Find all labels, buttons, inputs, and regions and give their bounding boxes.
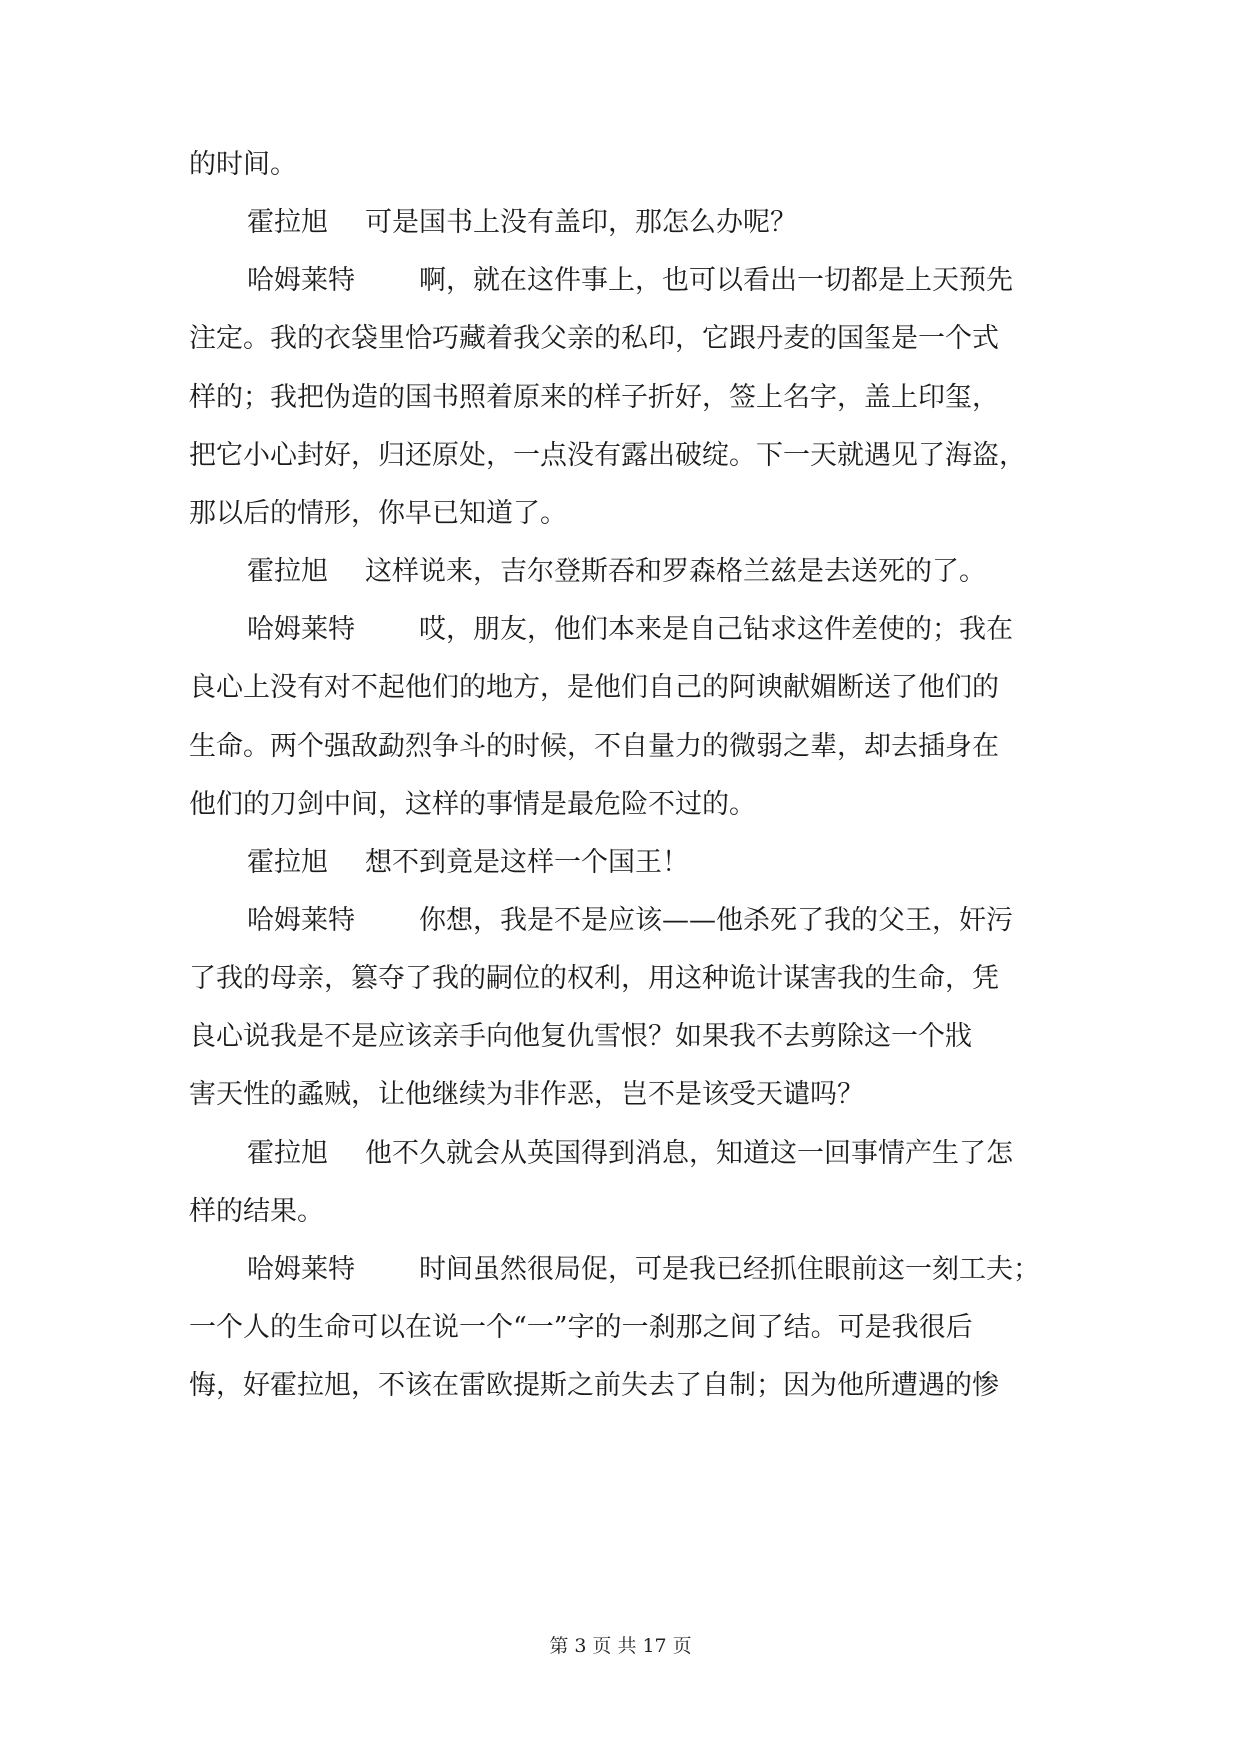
speaker-name: 霍拉旭 bbox=[247, 207, 328, 239]
speaker-name: 霍拉旭 bbox=[247, 846, 328, 878]
line-text: 时间虽然很局促，可是我已经抓住眼前这一刻工夫； bbox=[419, 1253, 1040, 1285]
text-line bbox=[189, 1308, 1069, 1348]
dialogue-line bbox=[247, 1134, 1127, 1174]
line-text: 啊，就在这件事上，也可以看出一切都是上天预先 bbox=[419, 265, 1013, 297]
line-text: 他们的刀剑中间，这样的事情是最危险不过的。 bbox=[189, 788, 756, 820]
line-text: 想不到竟是这样一个国王！ bbox=[365, 846, 689, 878]
line-text: 注定。我的衣袋里恰巧藏着我父亲的私印，它跟丹麦的国玺是一个式 bbox=[189, 323, 999, 355]
dialogue-line bbox=[247, 1250, 1127, 1290]
page-footer bbox=[0, 1633, 1241, 1659]
line-text: 那以后的情形，你早已知道了。 bbox=[189, 497, 567, 529]
dialogue-line bbox=[247, 203, 1127, 243]
line-text: 一个人的生命可以在说一个“一”字的一刹那之间了结。可是我很后 bbox=[189, 1312, 973, 1343]
line-text: 害天性的蟊贼，让他继续为非作恶，岂不是该受天谴吗？ bbox=[189, 1079, 864, 1111]
text-line bbox=[189, 785, 1069, 825]
text-line bbox=[189, 1017, 1069, 1057]
line-text: 这样说来，吉尔登斯吞和罗森格兰兹是去送死的了。 bbox=[365, 556, 986, 588]
line-text: 哎，朋友，他们本来是自己钻求这件差使的；我在 bbox=[419, 614, 1013, 646]
text-line bbox=[189, 668, 1069, 708]
text-line bbox=[189, 959, 1069, 999]
footer-middle: 页 共 bbox=[592, 1635, 637, 1657]
dialogue-line bbox=[247, 610, 1127, 650]
line-text: 你想，我是不是应该——他杀死了我的父王，奸污 bbox=[419, 904, 1013, 936]
dialogue-line bbox=[247, 843, 1127, 883]
line-text: 把它小心封好，归还原处，一点没有露出破绽。下一天就遇见了海盗， bbox=[189, 439, 1026, 471]
speaker-name: 霍拉旭 bbox=[247, 556, 328, 588]
text-line bbox=[189, 436, 1069, 476]
text-line bbox=[189, 727, 1069, 767]
footer-suffix: 页 bbox=[672, 1635, 692, 1657]
dialogue-line bbox=[247, 901, 1127, 941]
footer-prefix: 第 bbox=[549, 1635, 569, 1657]
line-text: 了我的母亲，篡夺了我的嗣位的权利，用这种诡计谋害我的生命，凭 bbox=[189, 963, 999, 995]
line-text: 良心说我是不是应该亲手向他复仇雪恨？如果我不去剪除这一个戕 bbox=[189, 1021, 972, 1053]
line-text: 他不久就会从英国得到消息，知道这一回事情产生了怎 bbox=[365, 1137, 1013, 1169]
line-text: 的时间。 bbox=[189, 149, 297, 180]
speaker-name: 哈姆莱特 bbox=[247, 904, 355, 936]
text-line bbox=[189, 145, 1069, 185]
speaker-name: 霍拉旭 bbox=[247, 1137, 328, 1169]
text-line bbox=[189, 378, 1069, 418]
dialogue-line bbox=[247, 552, 1127, 592]
speaker-name: 哈姆莱特 bbox=[247, 614, 355, 646]
line-text: 样的；我把伪造的国书照着原来的样子折好，签上名字，盖上印玺， bbox=[189, 381, 999, 413]
text-line bbox=[189, 1366, 1069, 1406]
line-text: 样的结果。 bbox=[189, 1195, 324, 1227]
line-text: 生命。两个强敌勐烈争斗的时候，不自量力的微弱之辈，却去插身在 bbox=[189, 730, 999, 762]
footer-page-number: 3 bbox=[574, 1635, 587, 1657]
text-line bbox=[189, 494, 1069, 534]
speaker-name: 哈姆莱特 bbox=[247, 265, 355, 297]
text-line bbox=[189, 319, 1069, 359]
line-text: 悔，好霍拉旭，不该在雷欧提斯之前失去了自制；因为他所遭遇的惨 bbox=[189, 1370, 999, 1402]
speaker-name: 哈姆莱特 bbox=[247, 1253, 355, 1285]
line-text: 可是国书上没有盖印，那怎么办呢？ bbox=[365, 207, 797, 239]
line-text: 良心上没有对不起他们的地方，是他们自己的阿谀献媚断送了他们的 bbox=[189, 672, 999, 704]
dialogue-line bbox=[247, 261, 1127, 301]
text-line bbox=[189, 1075, 1069, 1115]
footer-total-pages: 17 bbox=[642, 1635, 667, 1657]
text-line bbox=[189, 1192, 1069, 1232]
